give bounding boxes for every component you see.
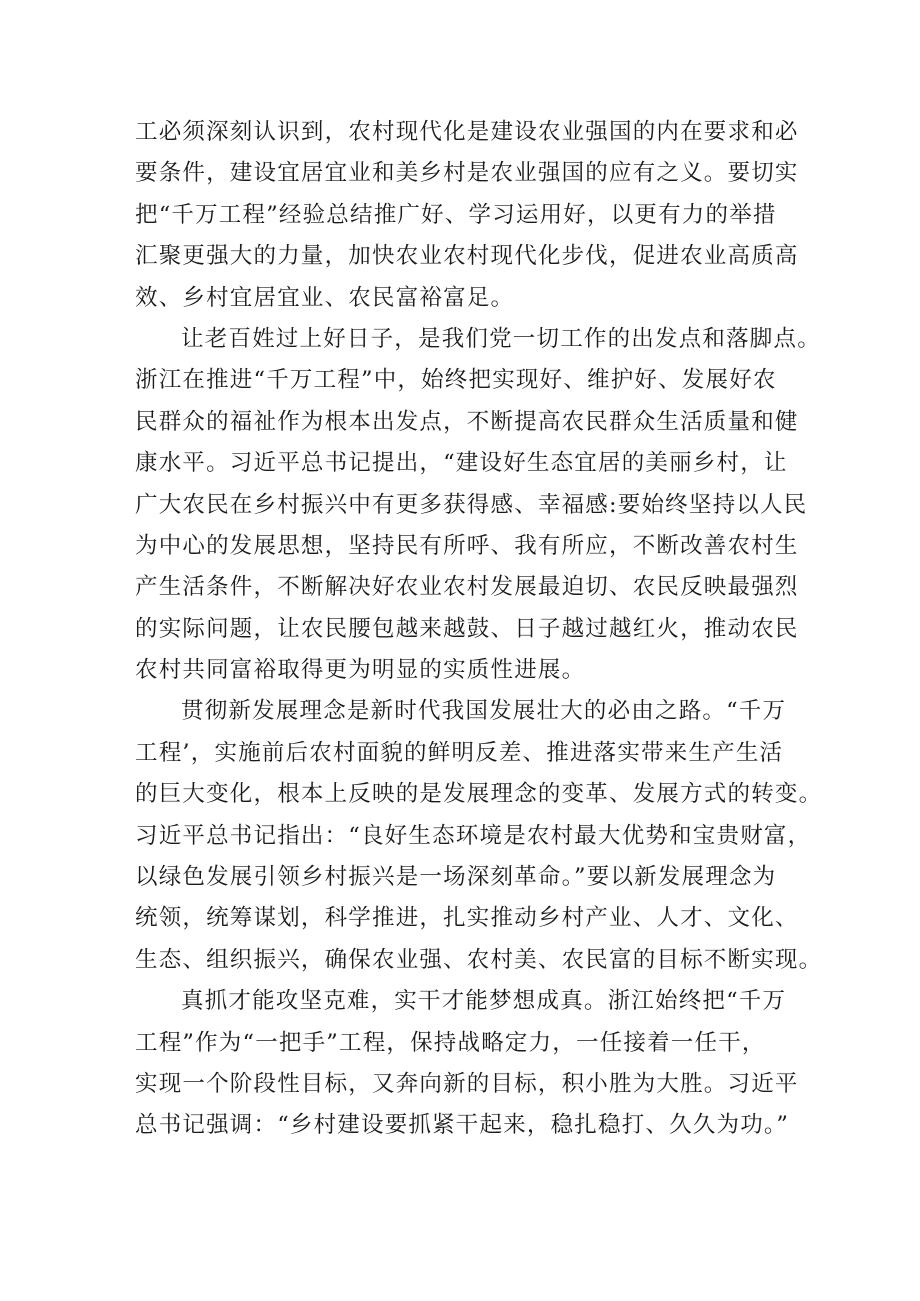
text-line: 的实际问题，让农民腰包越来越鼓、日子越过越红火，推动农民 [135,615,799,642]
text-line: 让老百姓过上好日子，是我们党一切工作的出发点和落脚点。 [181,325,821,352]
text-line: 总书记强调：“乡村建设要抓紧干起来，稳扎稳打、久久为功。” [135,1112,790,1139]
text-line: 浙江在推进“千万工程”中，始终把实现好、维护好、发展好农 [135,367,777,394]
text-line: 工程’，实施前后农村面貌的鲜明反差、推进落实带来生产生活 [135,739,784,766]
paragraph-1 [135,112,805,319]
text-line: 产生活条件，不断解决好农业农村发展最迫切、农民反映最强烈 [135,574,799,601]
text-line: 效、乡村宜居宜业、农民富裕富足。 [135,284,515,311]
text-line: 把“千万工程”经验总结推广好、学习运用好，以更有力的举措 [135,201,777,228]
body-text [135,112,823,1147]
text-line: 民群众的福祉作为根本出发点，不断提高农民群众生活质量和健 [135,408,799,435]
text-line: 实现一个阶段性目标，又奔向新的目标，积小胜为大胜。习近平 [135,1070,799,1097]
text-line: 为中心的发展思想，坚持民有所呼、我有所应，不断改善农村生 [135,532,799,559]
text-line: 工必须深刻认识到，农村现代化是建设农业强国的内在要求和必 [135,119,799,145]
text-line: 康水平。习近平总书记提出，“建设好生态宜居的美丽乡村，让 [135,450,788,477]
text-line: 以绿色发展引领乡村振兴是一场深刻革命。”要以新发展理念为 [135,864,777,891]
text-line: 习近平总书记指出：“良好生态环境是农村最大优势和宝贵财富， [135,822,812,849]
text-line: 的巨大变化，根本上反映的是发展理念的变革、发展方式的转变。 [135,781,823,808]
text-line: 贯彻新发展理念是新时代我国发展壮大的必由之路。“千万 [181,698,787,725]
paragraph-3 [135,691,823,981]
text-line: 真抓才能攻坚克难，实干才能梦想成真。浙江始终把“千万 [181,988,787,1015]
text-line: 汇聚更强大的力量，加快农业农村现代化步伐，促进农业高质高 [135,243,799,270]
text-line: 农村共同富裕取得更为明显的实质性进展。 [135,657,586,684]
text-line: 要条件，建设宜居宜业和美乡村是农业强国的应有之义。要切实 [135,160,799,187]
text-line: 工程”作为“一把手”工程，保持战略定力，一任接着一任干， [135,1029,766,1056]
text-line: 广大农民在乡村振兴中有更多获得感、幸福感:要始终坚持以人民 [135,491,808,518]
text-line: 生态、组织振兴，确保农业强、农村美、农民富的目标不断实现。 [135,946,823,973]
text-line: 统领，统筹谋划，科学推进，扎实推动乡村产业、人才、文化、 [135,905,799,932]
paragraph-4 [135,981,805,1147]
paragraph-2 [135,319,821,692]
